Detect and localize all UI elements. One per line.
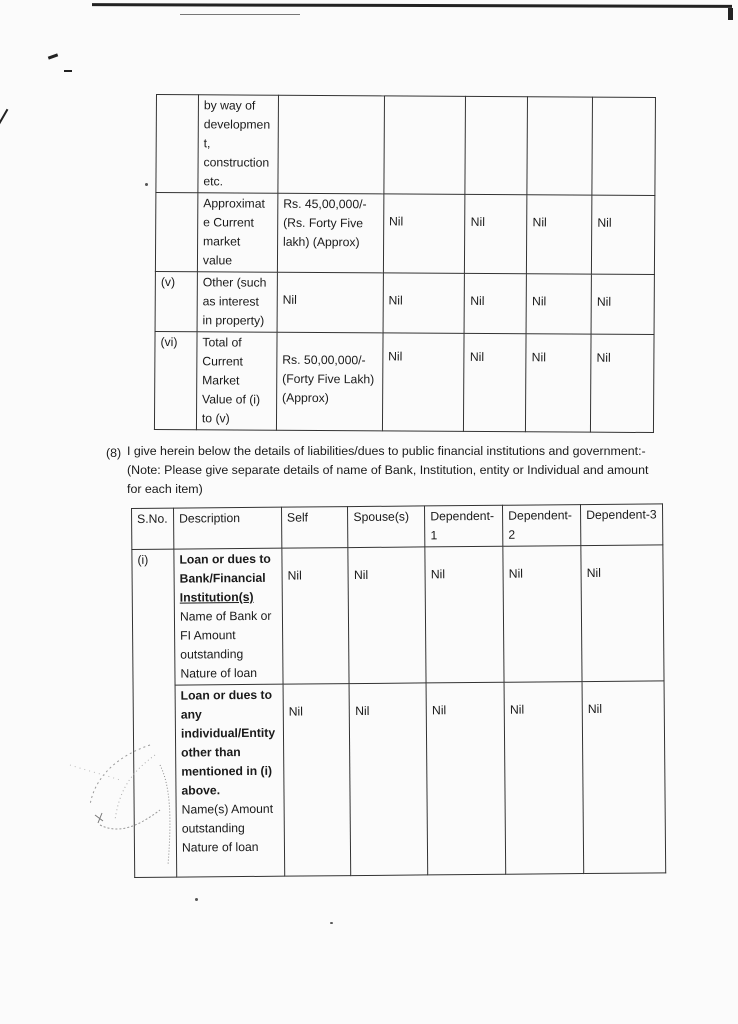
loan-bank-detail: Name of Bank or FI Amount outstanding Nature of loan (179, 608, 272, 681)
scan-mark (728, 8, 733, 20)
description-cell: Other (such as interest in property) (197, 272, 277, 332)
spouse-cell: Nil (349, 683, 428, 876)
self-cell (278, 95, 384, 194)
sno-cell: (vi) (154, 331, 197, 429)
description-cell (174, 548, 283, 685)
self-cell: Nil (277, 272, 383, 333)
dependent3-cell: Nil (592, 195, 655, 274)
dependent2-cell: Nil (526, 334, 591, 432)
dependent3-cell: Nil (581, 545, 664, 682)
dependent1-cell (465, 96, 527, 194)
table-row (155, 271, 654, 334)
scan-speck (145, 183, 148, 186)
scan-mark (48, 53, 58, 59)
self-cell: Nil (282, 548, 350, 685)
section-8-note-cont: for each item) (127, 482, 203, 496)
liabilities-table (131, 503, 666, 878)
header-spouse: Spouse(s) (348, 506, 425, 548)
self-cell: Rs. 50,00,000/- (Forty Five Lakh) (Approx) (276, 332, 382, 431)
dependent2-cell: Nil (526, 274, 591, 334)
assets-table-continued (154, 94, 656, 433)
scan-top-border (92, 3, 732, 8)
table-header-row (132, 504, 663, 550)
dependent1-cell: Nil (426, 682, 506, 875)
faded-stamp (60, 725, 190, 885)
scan-line (180, 14, 300, 15)
dependent3-cell: Nil (591, 274, 654, 334)
table-row (154, 331, 654, 432)
header-sno: S.No. (132, 508, 174, 549)
dependent3-cell (592, 97, 655, 195)
loan-bank-title: Loan or dues to Bank/Financial (179, 551, 271, 586)
loan-individual-detail: Name(s) Amount outstanding Nature of loan (181, 801, 274, 855)
spouse-cell: Nil (382, 333, 464, 431)
spouse-cell: Nil (383, 194, 465, 273)
dependent2-cell (527, 97, 592, 195)
section-8-number: (8) (106, 446, 122, 460)
dependent3-cell: Nil (591, 334, 654, 432)
header-self: Self (281, 507, 348, 549)
loan-individual-title: Loan or dues to any individual/Entity other than mentioned in (i) above. (180, 687, 276, 798)
description-cell (175, 684, 285, 877)
dependent3-cell: Nil (582, 681, 666, 874)
header-description: Description (173, 507, 281, 549)
description-cell: Approximat e Current market value (197, 193, 277, 272)
table-row (156, 95, 656, 196)
self-cell: Rs. 45,00,000/- (Rs. Forty Five lakh) (Approx) (277, 193, 383, 273)
dependent1-cell: Nil (465, 194, 527, 273)
sno-cell (156, 95, 199, 193)
description-cell: Total of Current Market Value of (i) to (v) (196, 332, 277, 430)
table-row (155, 193, 654, 275)
self-cell: Nil (283, 684, 351, 877)
description-cell: by way of developmen t, construction etc. (198, 95, 279, 193)
dependent2-cell: Nil (504, 682, 584, 875)
table-row (133, 681, 666, 878)
section-8-heading: I give herein below the details of liabilities/dues to public financial institutions and government:- (127, 444, 646, 458)
spouse-cell: Nil (348, 547, 426, 684)
dependent1-cell: Nil (425, 546, 504, 683)
header-dependent-3: Dependent-3 (581, 504, 663, 546)
scan-mark (64, 70, 72, 72)
dependent1-cell: Nil (464, 333, 526, 431)
header-dependent-1: Dependent-1 (425, 505, 503, 547)
table-row (132, 545, 664, 686)
sno-cell: (v) (155, 271, 197, 331)
sno-cell: (i) (132, 549, 177, 877)
scan-mark (0, 109, 8, 126)
sno-cell (155, 193, 197, 272)
loan-bank-title-underlined: Institution(s) (179, 589, 254, 605)
dependent2-cell: Nil (527, 195, 592, 274)
scan-speck (330, 922, 333, 924)
header-dependent-2: Dependent-2 (503, 505, 581, 547)
scan-speck (195, 898, 198, 901)
spouse-cell: Nil (383, 273, 465, 333)
section-8-note: (Note: Please give separate details of name of Bank, Institution, entity or Individual and amount (127, 463, 649, 477)
dependent1-cell: Nil (465, 273, 527, 333)
dependent2-cell: Nil (503, 546, 582, 683)
spouse-cell (384, 96, 466, 194)
